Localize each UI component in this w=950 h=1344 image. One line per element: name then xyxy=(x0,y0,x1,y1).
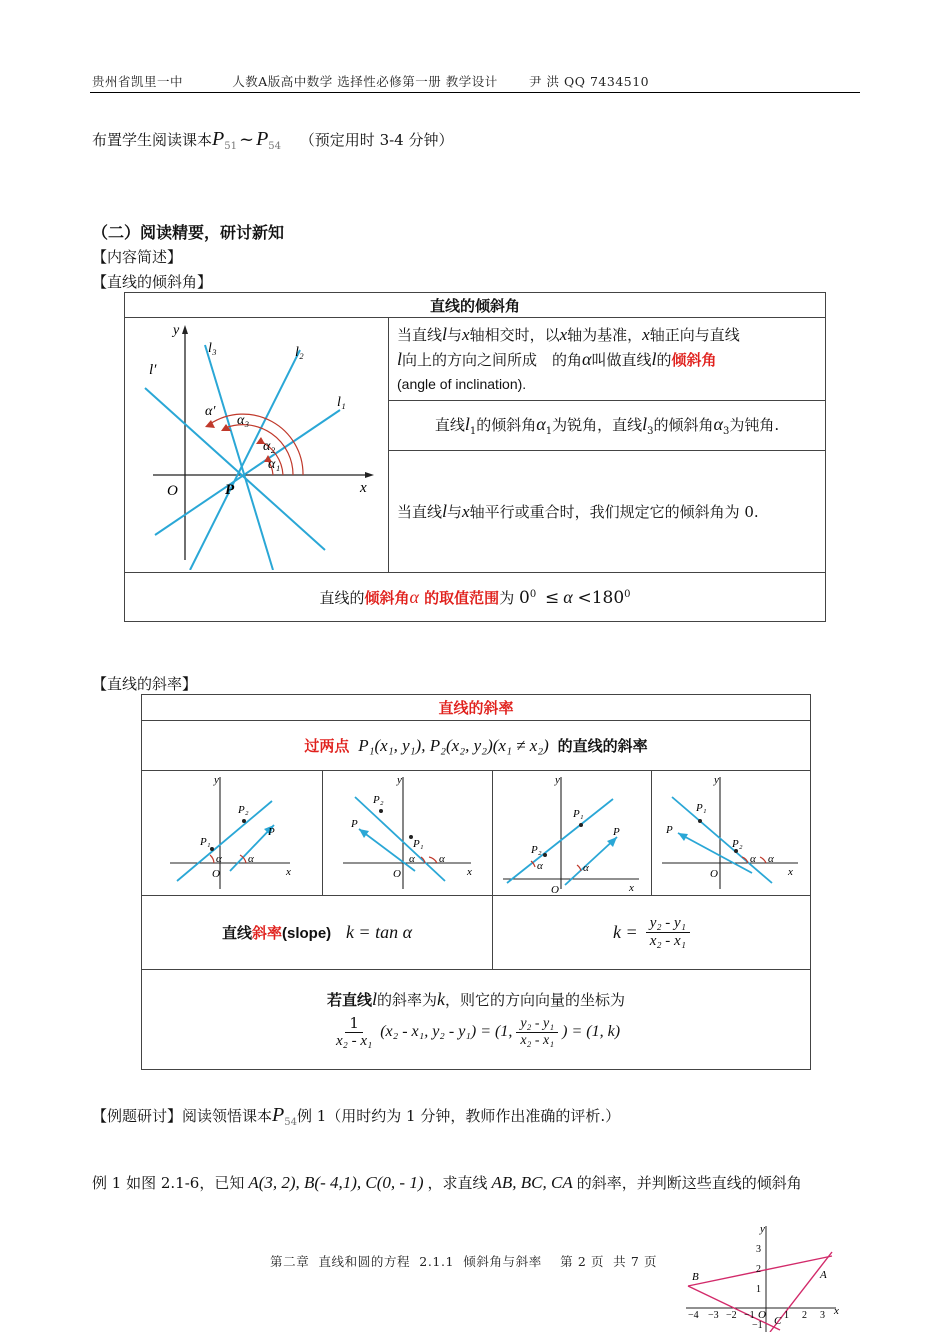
x-axis-arrow xyxy=(365,472,374,478)
svg-text:O: O xyxy=(710,868,718,880)
slope-fig-4-line-a xyxy=(672,797,772,883)
slope-fig-3 xyxy=(493,771,651,895)
slope-fig-4 xyxy=(652,771,810,895)
slope-formula-cell: k = $\frac{\text{y₂ - y₁}}{\text{x₂ - x₁}}$ xyxy=(493,896,811,970)
inclination-table xyxy=(124,292,826,622)
svg-text:y: y xyxy=(714,774,719,786)
slope-definition-cell: 直线斜率(slope) k = tan α xyxy=(142,896,493,970)
inclination-range-row: 直线的倾斜角α 的取值范围为 $0^0 \le \alpha <180^0$ xyxy=(125,573,826,622)
zero-angle-row: 当直线l与x轴平行或重合时，我们规定它的倾斜角为 0. xyxy=(389,451,826,573)
line-l1 xyxy=(155,410,340,535)
fig-lprime-label: l′ xyxy=(149,362,157,378)
svg-text:1: 1 xyxy=(756,1284,761,1295)
svg-text:P₂: P₂ xyxy=(732,838,743,850)
svg-text:P₂: P₂ xyxy=(373,794,384,806)
header-rule xyxy=(90,92,860,93)
page-header xyxy=(92,72,858,90)
slope-fig-1 xyxy=(142,771,322,895)
svg-text:−3: −3 xyxy=(708,1310,719,1321)
svg-text:α: α xyxy=(248,853,254,865)
svg-text:P₁: P₁ xyxy=(696,802,707,814)
slope-tag: 【直线的斜率】 xyxy=(92,675,198,693)
slope-two-points-row: 过两点 P₁(x₁, y₁), P₂(x₂, y₂)(x₁ ≠ x₂) 的直线的斜率 xyxy=(142,721,811,771)
svg-text:x: x xyxy=(467,866,472,878)
svg-text:P₂: P₂ xyxy=(531,844,542,856)
svg-text:1: 1 xyxy=(784,1310,789,1321)
svg-text:2: 2 xyxy=(802,1310,807,1321)
section-title: （二）阅读精要，研讨新知 xyxy=(92,223,285,242)
svg-text:O: O xyxy=(551,884,559,895)
svg-text:O: O xyxy=(212,868,220,880)
inclination-table-title: 直线的倾斜角 xyxy=(125,293,826,318)
header-school: 贵州省凯里一中 xyxy=(92,74,184,89)
fig-alpha-prime-label: α′ xyxy=(205,404,216,419)
slope-fig-3-line-b xyxy=(565,837,617,885)
svg-text:3: 3 xyxy=(756,1244,761,1255)
svg-text:y: y xyxy=(555,774,560,786)
svg-text:O: O xyxy=(758,1309,766,1321)
slope-fig-3-line-a xyxy=(507,799,613,883)
svg-text:A: A xyxy=(820,1269,827,1281)
svg-text:3: 3 xyxy=(820,1310,825,1321)
fig-alpha2-label: α₂ xyxy=(263,439,276,454)
svg-text:x: x xyxy=(286,866,291,878)
svg-text:y: y xyxy=(397,774,402,786)
svg-text:α: α xyxy=(768,853,774,865)
svg-text:P: P xyxy=(613,826,620,838)
fig-alpha1-label: α₁ xyxy=(268,457,281,472)
slope-table-title: 直线的斜率 xyxy=(142,695,811,721)
fig-alpha3-label: α₃ xyxy=(237,413,250,428)
slope-fig-2-cell xyxy=(323,771,493,896)
svg-text:P₂: P₂ xyxy=(238,804,249,816)
svg-text:−1: −1 xyxy=(744,1310,755,1321)
svg-text:P₁: P₁ xyxy=(200,836,211,848)
inclination-definition: 当直线l与x轴相交时，以x轴为基准，x轴正向与直线 l向上的方向之间所成 的角α叫做直线l的倾斜角 (angle of inclination). xyxy=(389,318,826,401)
svg-text:α: α xyxy=(439,853,445,865)
acute-obtuse-row: 直线$l_1$的倾斜角$\alpha_1$为锐角，直线$l_3$的倾斜角$\alpha_3$为钝角. xyxy=(389,401,826,451)
line-l-prime xyxy=(145,388,325,550)
svg-text:α: α xyxy=(750,853,756,865)
svg-text:y: y xyxy=(214,774,219,786)
inclination-figure xyxy=(125,320,388,570)
svg-text:P: P xyxy=(268,826,275,838)
example-1-graph xyxy=(682,1222,842,1332)
svg-text:P₁: P₁ xyxy=(413,838,424,850)
svg-text:x: x xyxy=(629,882,634,894)
y-axis-arrow xyxy=(182,325,188,334)
header-author: 尹 洪 QQ 7434510 xyxy=(529,74,650,89)
slope-fig-1-cell xyxy=(142,771,323,896)
svg-text:B: B xyxy=(692,1271,699,1283)
line-l2 xyxy=(190,350,300,570)
svg-text:α: α xyxy=(583,862,589,874)
slope-fig-2 xyxy=(323,771,492,895)
svg-text:O: O xyxy=(393,868,401,880)
page-footer: 第二章 直线和圆的方程 2.1.1 倾斜角与斜率 第 2 页 共 7 页 xyxy=(270,1254,658,1269)
direction-vector-cell: 若直线l的斜率为k，则它的方向向量的坐标为 1 x₂ - x₁ (x₂ - x₁, y₂ - y₁) = (1, y₂ - y₁ x₂ - x₁ ) = (1, k) xyxy=(142,970,811,1070)
svg-text:−1: −1 xyxy=(752,1320,763,1331)
example-1-line: 例 1 如图 2.1-6，已知 A(3, 2), B(- 4,1), C(0, - 1) ，求直线 AB, BC, CA 的斜率，并判断这些直线的倾斜角 xyxy=(92,1173,802,1192)
angle-tag: 【直线的倾斜角】 xyxy=(92,273,213,291)
svg-text:x: x xyxy=(788,866,793,878)
summary-tag: 【内容简述】 xyxy=(92,248,183,266)
svg-text:y: y xyxy=(760,1223,765,1235)
svg-text:x: x xyxy=(834,1305,839,1317)
svg-text:α: α xyxy=(409,853,415,865)
svg-text:P: P xyxy=(351,818,358,830)
slope-fig-4-cell xyxy=(652,771,811,896)
slope-fig-3-cell xyxy=(493,771,652,896)
fig-y-label: y xyxy=(173,323,180,338)
fig-origin-label: O xyxy=(167,483,178,499)
header-course: 人教A版高中数学 选择性必修第一册 教学设计 xyxy=(232,74,498,89)
slope-fig-2-line-b xyxy=(359,829,415,871)
inclination-figure-cell xyxy=(125,318,389,573)
fig-l3-label: l₃ xyxy=(208,341,217,356)
fig-x-label: x xyxy=(360,480,367,496)
fig-l1-label: l₁ xyxy=(337,395,346,410)
svg-text:C: C xyxy=(774,1315,782,1327)
example-study-line: 【例题研讨】阅读领悟课本$P_{54}$例 1（用时约为 1 分钟，教师作出准确的评析.） xyxy=(92,1104,621,1128)
svg-text:−2: −2 xyxy=(726,1310,737,1321)
fig-p-label: P xyxy=(225,482,235,498)
svg-text:P: P xyxy=(666,824,673,836)
fig-l2-label: l₂ xyxy=(295,345,304,360)
svg-text:α: α xyxy=(216,853,222,865)
intro-line: 布置学生阅读课本$P_{51}$ ~ $P_{54}$ （预定用时 3-4 分钟） xyxy=(92,128,454,152)
svg-text:P₁: P₁ xyxy=(573,808,584,820)
svg-text:2: 2 xyxy=(756,1264,761,1275)
svg-text:α: α xyxy=(537,860,543,872)
slope-table xyxy=(141,694,811,1070)
svg-text:−4: −4 xyxy=(688,1310,699,1321)
